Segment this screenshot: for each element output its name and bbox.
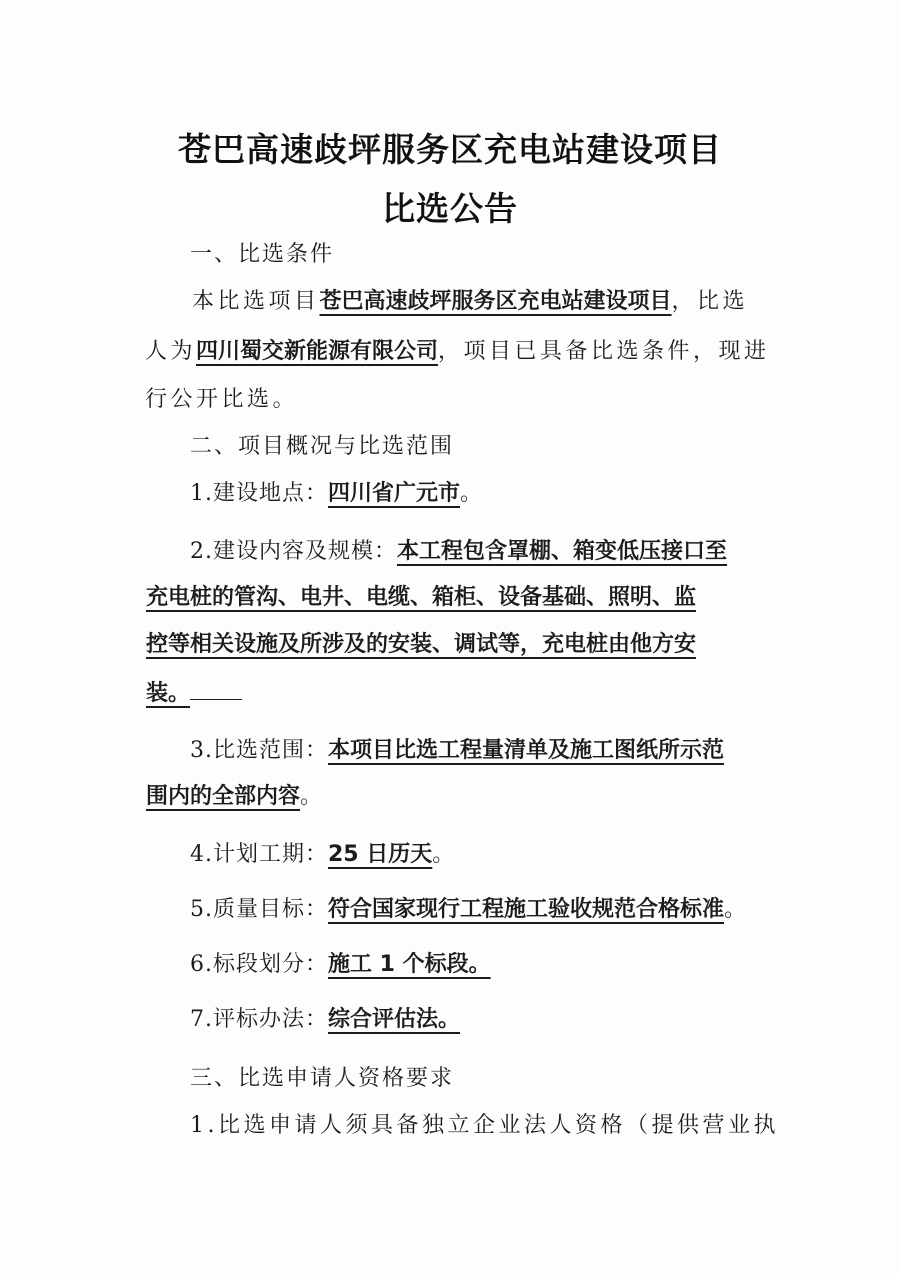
section1-paragraph-line2: 人为四川蜀交新能源有限公司，项目已具备比选条件，现进 [145,339,770,364]
item-sections: 6.标段划分：施工 1 个标段。 [190,952,491,977]
document-title: 苍巴高速歧坪服务区充电站建设项目 [178,130,722,169]
item-range-line2: 围内的全部内容。 [146,784,323,809]
section3-item1: 1.比选申请人须具备独立企业法人资格（提供营业执 [190,1113,779,1138]
section1-paragraph-line3: 行公开比选。 [145,387,299,412]
item-scope-line3: 控等相关设施及所涉及的安装、调试等，充电桩由他方安 [146,632,697,657]
item-quality: 5.质量目标：符合国家现行工程施工验收规范合格标准。 [190,897,747,922]
item-location: 1.建设地点：四川省广元市。 [190,481,483,506]
section1-paragraph-line1: 本比选项目苍巴高速歧坪服务区充电站建设项目，比选 [192,289,749,314]
project-name: 苍巴高速歧坪服务区充电站建设项目 [319,289,672,314]
item-scope-line2: 充电桩的管沟、电井、电缆、箱柜、设备基础、照明、监 [146,585,697,610]
item-scope-line1: 2.建设内容及规模：本工程包含罩棚、箱变低压接口至 [190,539,728,564]
document-subtitle: 比选公告 [382,189,518,228]
item-scope-line4: 装。 [146,677,242,709]
section-heading-1: 一、比选条件 [190,242,335,267]
section-heading-3: 三、比选申请人资格要求 [190,1066,455,1091]
company-name: 四川蜀交新能源有限公司 [196,339,439,364]
item-duration: 4.计划工期：25 日历天。 [190,842,455,867]
item-evaluation: 7.评标办法：综合评估法。 [190,1007,461,1032]
item-range-line1: 3.比选范围：本项目比选工程量清单及施工图纸所示范 [190,738,725,763]
section-heading-2: 二、项目概况与比选范围 [190,434,455,459]
